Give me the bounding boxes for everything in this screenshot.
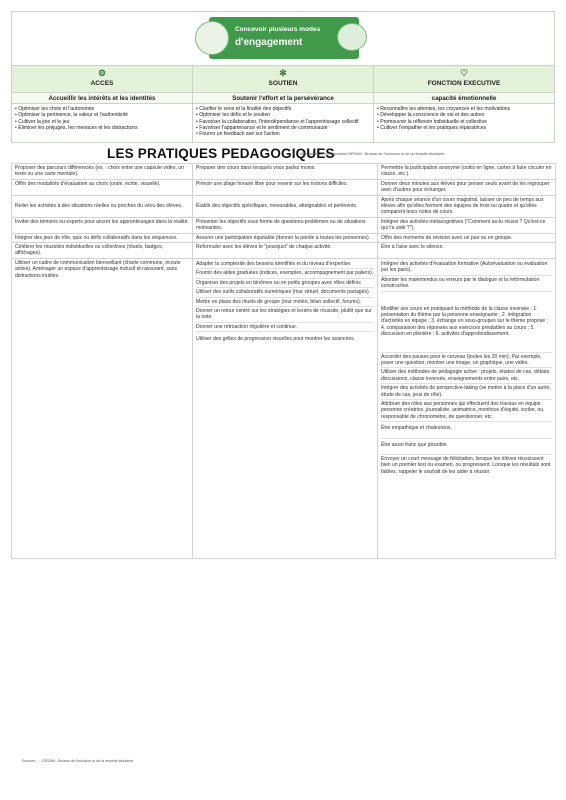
column-title: ACCES bbox=[90, 80, 114, 87]
list-item: • Cultiver la joie et le jeu bbox=[15, 119, 189, 125]
column-title: SOUTIEN bbox=[268, 80, 298, 87]
column-list bbox=[374, 104, 554, 142]
table-cell: Établir des objectifs spécifiques, mesurables, atteignables et pertinents. bbox=[193, 195, 378, 217]
principles-columns bbox=[11, 65, 555, 143]
practice-item: Envoyer un court message de félicitation, lorsque les élèves réussissent bien un premier test ou examen, ou progressent. Lorsque les résultats sont faibles, rappeler le souhait de les aider à réussir. bbox=[381, 456, 551, 475]
practice-item: Attribuer des rôles aux personnes qui effectuent des travaux en équipe : personne créatrice, journaliste, animatrice, monitrice d'équité, scribe, ou responsable de chronomètre, de questionner, etc. bbox=[381, 400, 552, 422]
column-fonction-executive bbox=[374, 66, 554, 142]
table-row bbox=[12, 258, 556, 558]
practice-item: Être aussi franc que possible. bbox=[381, 439, 552, 455]
column-subtitle: capacité émotionnelle bbox=[374, 92, 554, 104]
column-soutien bbox=[193, 66, 374, 142]
list-item: • Favoriser l'appartenance et le sentiment de communauté bbox=[196, 125, 370, 131]
table-cell: Offrir des moments de révision avec un pair ou en groupe. bbox=[378, 233, 556, 242]
column-acces bbox=[12, 66, 193, 142]
list-item: • Clarifier le sens et la finalité des objectifs bbox=[196, 106, 370, 112]
table-cell: Assurer une participation équitable (donner la parole à toutes les personnes). bbox=[193, 233, 378, 242]
practice-item: Utiliser des outils collaboratifs numériques (mur virtuel, documents partagés). bbox=[196, 288, 374, 297]
table-cell: Présenter les objectifs sous forme de questions-problèmes ou de situations motivantes. bbox=[193, 217, 378, 233]
document-page bbox=[11, 11, 555, 559]
table-cell: Prévoir une plage horaire libre pour revenir sur les notions difficiles. bbox=[193, 179, 378, 195]
table-row bbox=[12, 217, 556, 233]
list-item: • Optimiser les défis et le soutien bbox=[196, 112, 370, 118]
table-cell bbox=[193, 258, 378, 558]
section-title: LES PRATIQUES PEDAGOGIQUES bbox=[107, 146, 335, 161]
list-item: • Promouvoir la réflexion individuelle et collective bbox=[377, 119, 551, 125]
practice-item: Modifier ses cours en pratiquant la méthode de la classe inversée : 1. présentation du thème par la personne enseignante ; 2. intégration d'activités en équipe ; 3. échange en sous-groupes sur le thème proposé ; 4. comparaison des réponses aux exercices préalables au cours ; 5. discussion en plénière ; 6. activités d'approfondissement. bbox=[381, 292, 552, 353]
sources-footer: Sources : ... DÉSAM - Bureau de l'inclusion et de la réussite étudiante bbox=[22, 759, 134, 763]
practice-item: Utiliser des grilles de progression visuelles pour montrer les avancées. bbox=[196, 336, 356, 343]
heart-icon: ♡ bbox=[459, 68, 469, 78]
practices-table bbox=[11, 163, 556, 559]
table-cell: Offrir des modalités d'évaluation au choix (orale, écrite, visuelle). bbox=[12, 179, 193, 195]
list-item: • Favoriser la collaboration, l'interdépendance et l'apprentissage collectif bbox=[196, 119, 370, 125]
practice-item: Être empathique et chaleureux. bbox=[381, 422, 552, 438]
table-cell: Utiliser un cadre de communication bienveillant (charte commune, écoute active). Aménager un espace d'apprentissage inclusif et rassurant, sans distractions inutiles. bbox=[12, 258, 193, 558]
practice-item: Fournir des aides graduées (indices, exemples, accompagnement par paliers). bbox=[196, 269, 374, 278]
column-list bbox=[193, 104, 373, 142]
gear-icon: ⚙ bbox=[97, 68, 107, 78]
practice-item: Organiser des projets en binômes ou en petits groupes avec rôles définis bbox=[196, 279, 374, 288]
compass-icon: ✻ bbox=[279, 68, 287, 78]
practice-item: Donner une rétroaction régulière et continue. bbox=[196, 323, 374, 332]
practice-item: Aborder les malentendus ou erreurs par le dialogue et la reformulation constructive. bbox=[381, 276, 552, 292]
table-cell: Inviter des témoins ou experts pour ancrer les apprentissages dans la réalité. bbox=[12, 217, 193, 233]
practice-item: Mettre en place des rituels de groupe (tour météo, bilan collectif, forums). bbox=[196, 298, 374, 307]
column-subtitle: Soutenir l'effort et la persévérance bbox=[193, 92, 373, 104]
table-cell bbox=[378, 258, 556, 558]
table-cell: Donner deux minutes aux élèves pour penser seuls avant de les regrouper avec d'autres pour échanger. bbox=[378, 179, 556, 195]
list-item: • Développer la conscience de soi et des autres bbox=[377, 112, 551, 118]
table-row bbox=[12, 243, 556, 259]
list-item: • Fournir un feedback axé sur l'action bbox=[196, 131, 370, 137]
banner bbox=[11, 11, 555, 65]
column-list bbox=[12, 104, 192, 142]
banner-line2: d'engagement bbox=[235, 37, 303, 48]
column-title: FONCTION EXECUTIVE bbox=[427, 80, 501, 87]
banner-line1: Concevoir plusieurs modes bbox=[235, 26, 321, 33]
table-cell: Après chaque séance d'un cours magistral, laisser un peu de temps aux élèves afin qu'elles forment des équipes de trois ou quatre et qu'elles comparent leurs notes de cours. bbox=[378, 195, 556, 217]
table-cell: Permettre la participation anonyme (outils en ligne, cartes à faire circuler en classe, etc.). bbox=[378, 164, 556, 180]
table-row bbox=[12, 179, 556, 195]
practice-item: Intégrer des activités de perspective-taking (se mettre à la place d'un autre, étude de cas, jeux de rôle). bbox=[381, 384, 552, 400]
table-row bbox=[12, 195, 556, 217]
table-cell: Intégrer des activités métacognitives ("Comment as-tu réussi ? Qu'est-ce qui t'a aidé ?"). bbox=[378, 217, 556, 233]
practice-item: Accorder des pauses pour le cerveau (toutes les 20 min). Par exemple, poser une question, montrer une image, un graphique, une vidéo. bbox=[381, 353, 552, 369]
list-item: • Reconnaître les attentes, les croyances et les motivations bbox=[377, 106, 551, 112]
table-row bbox=[12, 164, 556, 180]
list-item: • Optimiser les choix et l'autonomie bbox=[15, 106, 189, 112]
people-icon bbox=[195, 21, 229, 55]
column-subtitle: Accueillir les intérêts et les identités bbox=[12, 92, 192, 104]
engagement-badge bbox=[209, 17, 359, 59]
practice-item: Utiliser des méthodes de pédagogie active : projets, études de cas, débats, discussions, classe inversée, enseignements entre pairs, etc. bbox=[381, 368, 552, 384]
table-row bbox=[12, 233, 556, 242]
practice-item: Donner un retour centré sur les stratégies et leviers de réussite, plutôt que sur la note. bbox=[196, 307, 374, 323]
list-item: • Optimiser la pertinence, la valeur et l'authenticité bbox=[15, 112, 189, 118]
table-cell: Reformuler avec les élèves le "pourquoi" de chaque activité. bbox=[193, 243, 378, 259]
practice-item: Adapter la complexité des besoins identifiés et du niveau d'expertise. bbox=[196, 260, 374, 269]
table-cell: Relier les activités à des situations réelles ou proches du vécu des élèves. bbox=[12, 195, 193, 217]
table-cell: Proposer des parcours différenciés (ex. : choix entre une capsule vidéo, un texte ou une carte mentale). bbox=[12, 164, 193, 180]
table-cell: Intégrer des jeux de rôle, quiz ou défis collaboratifs dans les séquences. bbox=[12, 233, 193, 242]
list-item: • Éliminer les préjugés, les menaces et les distractions bbox=[15, 125, 189, 131]
section-title-row bbox=[11, 143, 555, 163]
table-cell: Célébrer les réussites individuelles ou collectives (rituels, badges, affichages). bbox=[12, 243, 193, 259]
brain-icon bbox=[337, 23, 367, 51]
practice-item: Intégrer des activités d'évaluation formative (Autoévaluation ou évaluation par les pairs). bbox=[381, 260, 552, 276]
section-note: Adaptation de la proposition DÉSAM - Bureau de l'inclusion et de la réussite étudiante bbox=[300, 152, 445, 156]
table-cell: Préparer des cours dans lesquels vous parlez moins. bbox=[193, 164, 378, 180]
table-cell: Être à l'aise avec le silence. bbox=[378, 243, 556, 259]
list-item: • Cultiver l'empathie et les pratiques réparatrices bbox=[377, 125, 551, 131]
